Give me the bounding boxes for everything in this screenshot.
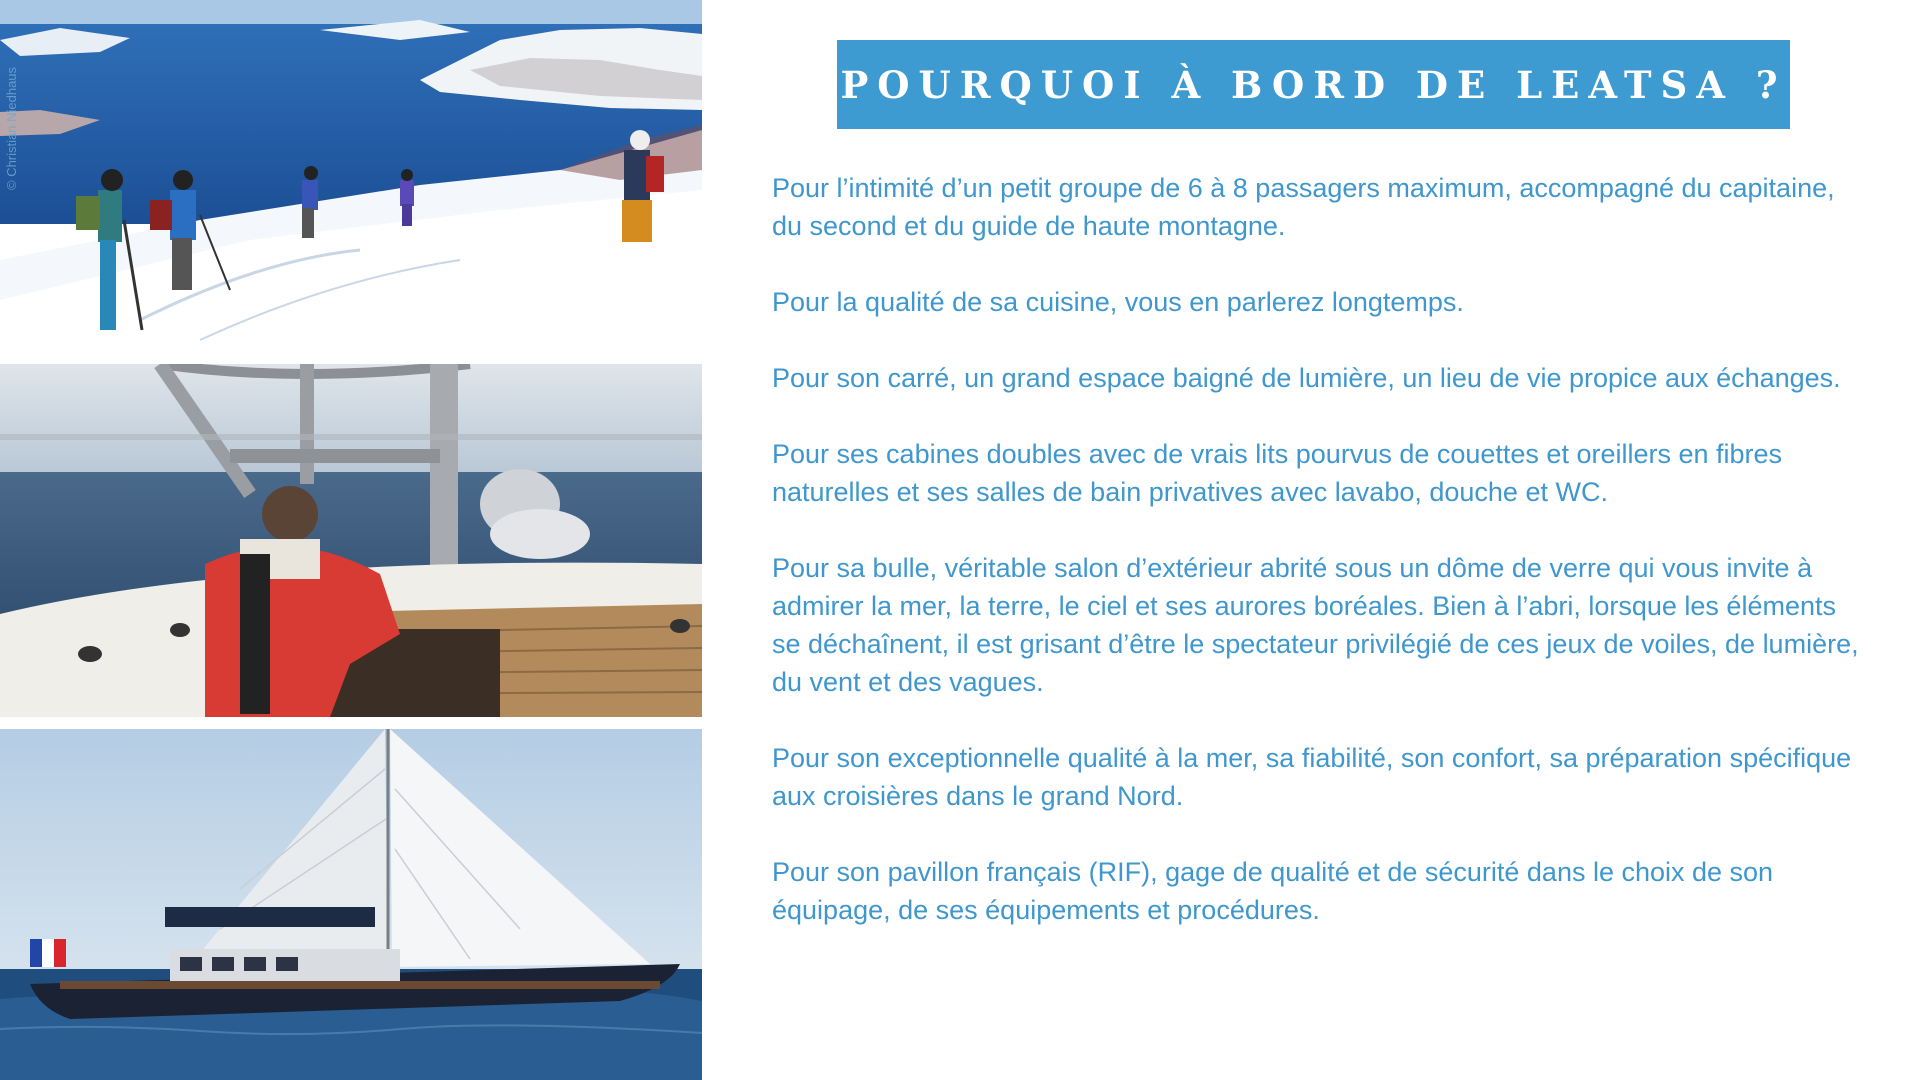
french-flag-icon [30, 939, 66, 967]
skiers-image [0, 0, 702, 353]
page-title: POURQUOI À BORD DE LEATSA ? [840, 62, 1787, 107]
reason-bubble: Pour sa bulle, véritable salon d’extérieur abrité sous un dôme de verre qui vous invite à admirer la mer, la terre, le ciel et ses aurores boréales. Bien à l’abri, lorsque les éléments se déchaînent, il est grisant d’être le spectateur privilégié de ces jeux de voiles, de lumière, du vent et des vagues. [772, 553, 1859, 697]
reason-french-flag: Pour son pavillon français (RIF), gage de qualité et de sécurité dans le choix de son équipage, de ses équipements et procédures. [772, 857, 1774, 925]
reason-cuisine: Pour la qualité de sa cuisine, vous en parlerez longtemps. [772, 287, 1464, 317]
reason-seaworthiness: Pour son exceptionnelle qualité à la mer, sa fiabilité, son confort, sa préparation spécifique aux croisières dans le grand Nord. [772, 743, 1852, 811]
reasons-list [772, 169, 1862, 967]
reason-cabins: Pour ses cabines doubles avec de vrais lits pourvus de couettes et oreillers en fibres naturelles et ses salles de bain privatives avec lavabo, douche et WC. [772, 439, 1783, 507]
sailboat-image [0, 729, 702, 1080]
photo-skiers [0, 0, 702, 353]
photo-deck [0, 364, 702, 717]
title-banner [837, 40, 1790, 129]
photo-credit: © Christian Niedhaus [4, 66, 19, 190]
photo-sailboat [0, 729, 702, 1080]
deck-image [0, 364, 702, 717]
reason-small-group: Pour l’intimité d’un petit groupe de 6 à 8 passagers maximum, accompagné du capitaine, du second et du guide de haute montagne. [772, 173, 1835, 241]
reason-saloon: Pour son carré, un grand espace baigné de lumière, un lieu de vie propice aux échanges. [772, 363, 1841, 393]
